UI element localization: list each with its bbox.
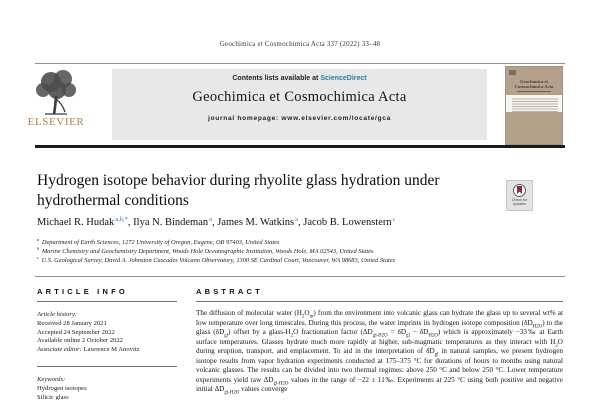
text-segment: gl-H2O bbox=[224, 390, 240, 396]
keywords-divider bbox=[37, 366, 177, 367]
text-segment: O during eruption, transport, and emplacement. To aid in the interpretation of δD bbox=[196, 337, 563, 356]
text-segment: b bbox=[37, 245, 40, 251]
text-segment: c bbox=[392, 215, 396, 223]
text-segment: values in the range of −22 ± 11‰. Experiments at 225 °C using both positive and negative initial ΔD bbox=[196, 375, 563, 394]
check-for-updates-badge[interactable] bbox=[506, 180, 533, 211]
journal-header-band bbox=[112, 69, 487, 140]
text-segment: a,b,* bbox=[115, 215, 128, 223]
check-updates-label: Check for updates bbox=[511, 198, 528, 206]
text-segment: 2 bbox=[290, 333, 294, 339]
text-segment: gl-H2O bbox=[273, 381, 289, 387]
elsevier-logo bbox=[14, 66, 98, 144]
text-segment: values converge bbox=[239, 385, 288, 394]
text-segment: U.S. Geological Survey, David A. Johnston Cascades Volcano Observatory, 1300 SE Cardinal Court, Vancouver, WA 98683, United States bbox=[39, 257, 396, 264]
text-segment: ) from the environment into volcanic glass can hydrate the glass up to several wt% at low temperature over long timescales. During this process, the water imprints its hydrogen isotope composition (δD bbox=[196, 309, 563, 327]
text-segment: gl-H2O bbox=[372, 333, 388, 339]
text-segment: in natural samples, we present hydrogen isotope results from vapor hydration experiments conducted at 175–375 °C for durations of hours to months using natural volcanic glasses. The results can be divided into two thermal regimes: above 250 °C and below 250 °C. Lower temperature experiments yield raw ΔD bbox=[196, 347, 563, 384]
article-info-heading: ARTICLE INFO bbox=[37, 287, 128, 296]
text-segment: m bbox=[309, 314, 314, 320]
text-segment: a bbox=[37, 236, 40, 242]
affiliation-item bbox=[37, 238, 557, 247]
article-history-item: Received 28 January 2021 bbox=[37, 319, 107, 327]
cover-contents-band bbox=[506, 95, 562, 112]
contents-line bbox=[112, 75, 487, 82]
text-segment: O fractionation factor (ΔD bbox=[293, 328, 373, 337]
text-segment: c bbox=[37, 254, 39, 260]
text-segment: H2O bbox=[532, 323, 543, 329]
journal-cover-thumbnail bbox=[505, 66, 563, 145]
elsevier-logo-text: ELSEVIER bbox=[27, 116, 85, 128]
associate-editor-line bbox=[37, 346, 177, 355]
header-bottom-divider bbox=[35, 145, 565, 148]
cover-title-rule bbox=[517, 91, 551, 92]
text-segment: − δD bbox=[409, 328, 429, 337]
abstract-section bbox=[196, 287, 563, 395]
text-segment: Michael R. Hudak bbox=[37, 217, 115, 228]
article-history-label: Article history: bbox=[37, 311, 78, 318]
text-segment: Associate editor: bbox=[37, 346, 84, 354]
text-segment: H2O bbox=[428, 333, 438, 339]
text-segment: a bbox=[209, 215, 213, 223]
text-segment: gl bbox=[224, 333, 229, 339]
text-segment: O bbox=[304, 309, 310, 317]
affiliation-item bbox=[37, 247, 557, 256]
text-segment: , James M. Watkins bbox=[212, 217, 295, 228]
abstract-rule bbox=[196, 301, 563, 302]
elsevier-tree-icon bbox=[14, 66, 98, 118]
text-segment: gl bbox=[434, 352, 439, 358]
header-top-divider bbox=[35, 63, 565, 64]
journal-homepage-link[interactable]: journal homepage: www.elsevier.com/locate/gca bbox=[208, 115, 391, 122]
article-info-rule bbox=[37, 301, 177, 302]
abstract-text bbox=[196, 309, 563, 395]
text-segment: The diffusion of molecular water (H bbox=[196, 309, 302, 317]
text-segment: 2 bbox=[555, 343, 558, 349]
text-segment: ) which is approximately −33‰ at Earth surface temperatures. Glasses hydrate much more rapidly at higher, sub-magmatic temperatures as they interact with H bbox=[196, 328, 564, 346]
text-segment: ) offset by a glass-H bbox=[228, 328, 291, 337]
article-history-item: Available online 2 October 2022 bbox=[37, 337, 123, 345]
text-segment: gl bbox=[406, 333, 410, 339]
sciencedirect-link[interactable]: ScienceDirect bbox=[320, 75, 367, 82]
text-segment: ) to the glass (δD bbox=[196, 318, 563, 337]
text-segment: Department of Earth Sciences, 1272 University of Oregon, Eugene, OR 97403, United States bbox=[40, 239, 280, 246]
cover-publisher-mark bbox=[509, 70, 516, 75]
keyword-item: Silicic glass bbox=[37, 393, 69, 400]
text-segment: Marine Chemistry and Geochemistry Department, Woods Hole Oceanographic Institution, Woods Hole, MA 02543, United States bbox=[40, 248, 374, 255]
bookmark-glyph bbox=[517, 186, 522, 194]
cover-title: Geochimica et Cosmochimica Acta bbox=[514, 79, 554, 90]
affiliation-item bbox=[37, 256, 557, 265]
article-info-section bbox=[37, 287, 177, 400]
text-segment: = δD bbox=[387, 328, 407, 337]
text-segment: a bbox=[295, 215, 298, 223]
journal-title: Geochimica et Cosmochimica Acta bbox=[192, 89, 407, 105]
contents-line-text: Contents lists available at bbox=[232, 75, 319, 82]
byline-divider bbox=[35, 276, 565, 277]
article-history-list bbox=[37, 320, 177, 346]
authors-line bbox=[37, 217, 507, 228]
text-segment: , Ilya N. Bindeman bbox=[127, 217, 209, 228]
text-segment: , Jacob B. Lowenstern bbox=[298, 217, 392, 228]
article-history-item: Accepted 24 September 2022 bbox=[37, 328, 115, 336]
citation-line: Geochimica et Cosmochimica Acta 337 (2022) 33–48 bbox=[219, 40, 381, 48]
text-segment: Lawrence M Anovitz bbox=[83, 346, 140, 354]
text-segment: 2 bbox=[301, 314, 305, 320]
article-title: Hydrogen isotope behavior during rhyolite glass hydration under hydrothermal conditions bbox=[37, 172, 440, 209]
check-updates-bookmark-icon bbox=[513, 184, 526, 197]
keywords-list bbox=[37, 385, 177, 400]
abstract-heading: ABSTRACT bbox=[196, 287, 263, 296]
affiliations bbox=[37, 238, 557, 265]
keywords-label: Keywords: bbox=[37, 375, 66, 383]
keyword-item: Hydrogen isotopes bbox=[37, 384, 87, 392]
